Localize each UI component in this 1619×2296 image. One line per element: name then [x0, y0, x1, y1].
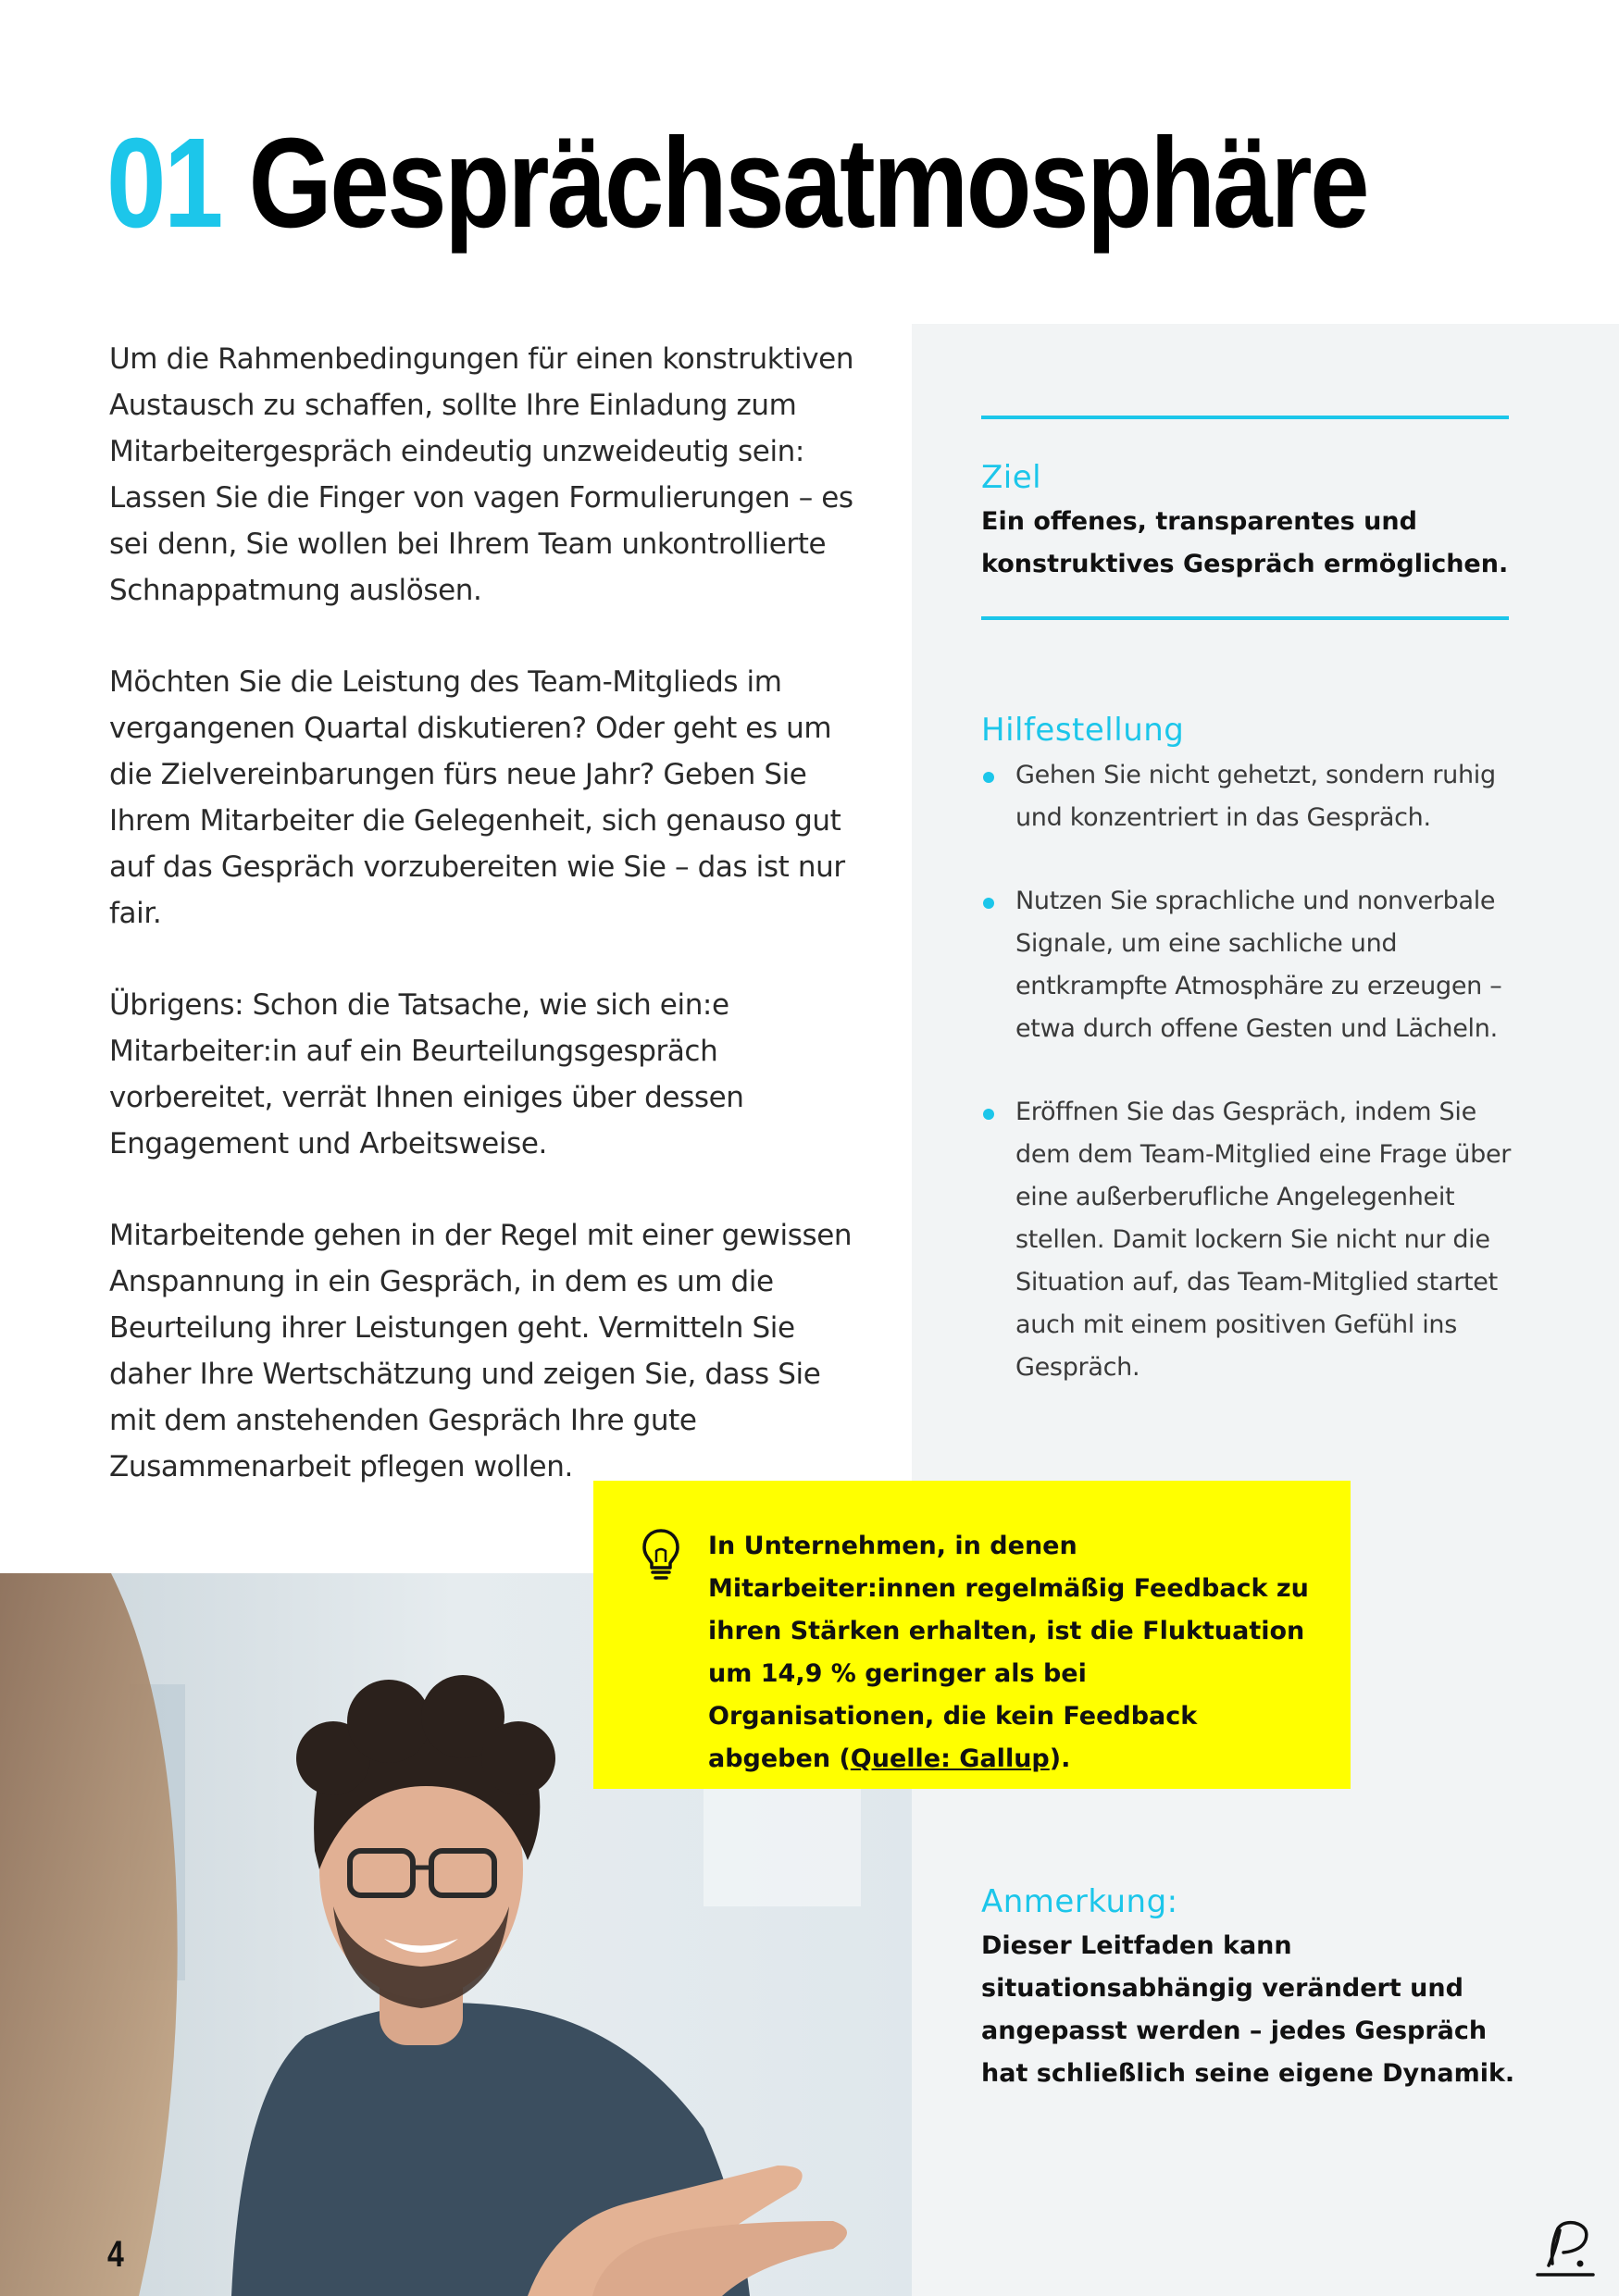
source-link[interactable]: Quelle: Gallup [850, 1744, 1050, 1773]
list-item-text: Eröffnen Sie das Gespräch, indem Sie dem dem Team-Mitglied eine Frage über eine außerberufliche Angelegenheit stellen. Damit lockern Sie nicht nur die Situation auf, das Team-Mitglied startet auch mit einem positiven Gefühl ins Gespräch. [1015, 1098, 1512, 1382]
note-text: Dieser Leitfaden kann situationsabhängig verändert und angepasst werden – jedes Gespräch hat schließlich seine eigene Dynamik. [981, 1931, 1515, 2088]
section-title: Gesprächsatmosphäre [248, 112, 1368, 254]
body-paragraph-2: Möchten Sie die Leistung des Team-Mitglieds im vergangenen Quartal diskutieren? Oder geht es um die Zielvereinbarungen fürs neue Jahr? Geben Sie Ihrem Mitarbeiter die Gelegenheit, sich genauso gut auf das Gespräch vorzubereiten wie Sie – das ist nur fair. [109, 665, 845, 930]
bullet-dot-icon [983, 1109, 994, 1120]
fact-callout [593, 1481, 1351, 1789]
goal-top-rule [981, 416, 1509, 419]
note-heading: Anmerkung: [981, 1883, 1178, 1920]
callout-text-main: In Unternehmen, in denen Mitarbeiter:innen regelmäßig Feedback zu ihren Stärken erhalten, ist die Fluktuation um 14,9 % geringer als bei Organisationen, die kein Feedback abgeben ( [708, 1532, 1309, 1773]
list-item [981, 754, 1518, 839]
callout-text-end: ). [1049, 1744, 1071, 1773]
goal-heading: Ziel [981, 459, 1042, 496]
goal-bottom-rule [981, 616, 1509, 620]
list-item [981, 880, 1518, 1050]
list-item [981, 1091, 1518, 1389]
section-number: 01 [106, 112, 221, 254]
bullet-dot-icon [983, 772, 994, 783]
bullet-dot-icon [983, 898, 994, 909]
page-number: 4 [107, 2234, 124, 2275]
body-text [109, 336, 868, 1535]
page-title [106, 109, 1367, 257]
goal-text: Ein offenes, transparentes und konstruktives Gespräch ermöglichen. [981, 507, 1509, 578]
body-paragraph-1: Um die Rahmenbedingungen für einen konstruktiven Austausch zu schaffen, sollte Ihre Einladung zum Mitarbeitergespräch eindeutig unzweideutig sein: Lassen Sie die Finger von vagen Formulierungen – es sei denn, Sie wollen bei Ihrem Team unkontrollierte Schnappatmung auslösen. [109, 342, 854, 607]
body-paragraph-4: Mitarbeitende gehen in der Regel mit einer gewissen Anspannung in ein Gespräch, in dem es um die Beurteilung ihrer Leistungen geht. Vermitteln Sie daher Ihre Wertschätzung und zeigen Sie, dass Sie mit dem anstehenden Gespräch Ihre gute Zusammenarbeit pflegen wollen. [109, 1219, 853, 1483]
body-paragraph-3: Übrigens: Schon die Tatsache, wie sich ein:e Mitarbeiter:in auf ein Beurteilungsgespräch vorbereitet, verrät Ihnen einiges über dessen Engagement und Arbeitsweise. [109, 988, 744, 1160]
help-heading: Hilfestellung [981, 712, 1185, 749]
list-item-text: Nutzen Sie sprachliche und nonverbale Signale, um eine sachliche und entkrampfte Atmosphäre zu erzeugen – etwa durch offene Gesten und Lächeln. [1015, 887, 1502, 1043]
callout-text [708, 1525, 1319, 1781]
signature-p-logo-icon [1532, 2217, 1597, 2280]
list-item-text: Gehen Sie nicht gehetzt, sondern ruhig und konzentriert in das Gespräch. [1015, 761, 1496, 832]
lightbulb-icon [640, 1527, 682, 1582]
help-list [981, 754, 1518, 1430]
